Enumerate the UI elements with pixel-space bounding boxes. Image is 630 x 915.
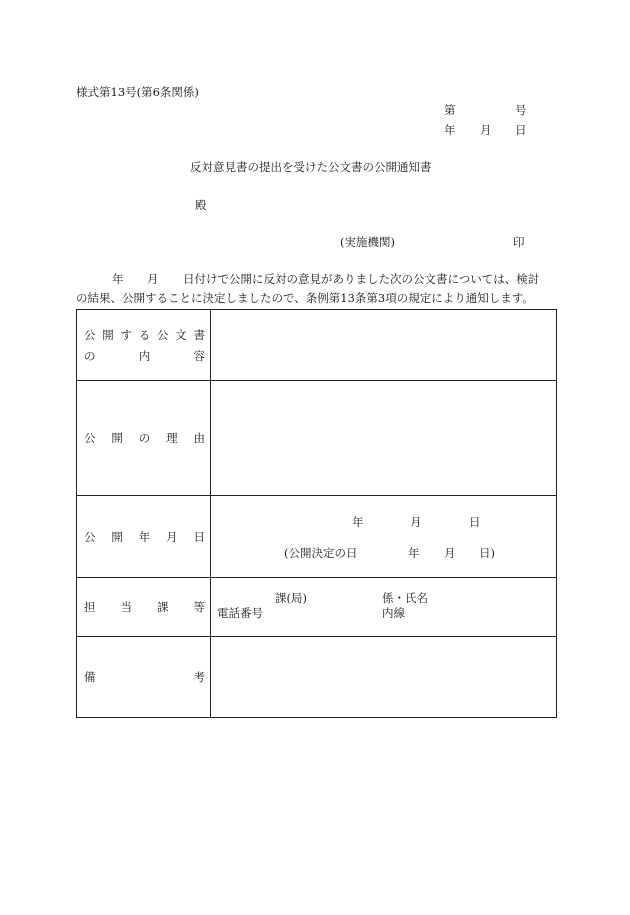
body-month: 月	[147, 272, 159, 286]
date-label: 公 開 年 月 日	[77, 496, 211, 578]
reason-value-cell[interactable]	[211, 381, 557, 496]
phone-label: 電話番号	[217, 606, 263, 620]
body-text-1: 日付けで公開に反対の意見がありました次の公文書については、検討	[183, 272, 540, 286]
remarks-value-cell[interactable]	[211, 637, 557, 718]
remarks-label: 備 考	[77, 637, 211, 718]
row-remarks	[77, 637, 557, 718]
form-number: 様式第13号(第6条関係)	[76, 85, 199, 99]
content-label-line2: の 内 容	[84, 348, 205, 363]
staff-value-cell[interactable]	[211, 578, 557, 637]
document-title: 反対意見書の提出を受けた公文書の公開通知書	[190, 160, 432, 174]
row-content	[77, 310, 557, 381]
content-label	[77, 310, 211, 381]
number-prefix: 第	[444, 103, 456, 117]
reason-label: 公 開 の 理 由	[77, 381, 211, 496]
staff-label: 担 当 課 等	[77, 578, 211, 637]
agency-label: (実施機関)	[340, 235, 395, 249]
person-label: 係・氏名	[382, 591, 428, 605]
date-day: 日	[515, 123, 527, 137]
seal-mark: 印	[513, 235, 525, 249]
date-month: 月	[480, 123, 492, 137]
content-value-cell[interactable]	[211, 310, 557, 381]
number-suffix: 号	[515, 103, 527, 117]
date-value-cell[interactable]: 年 月 日 (公開決定の日 年 月 日)	[211, 496, 557, 578]
addressee-honorific: 殿	[195, 198, 207, 212]
body-line-2: の結果、公開することに決定しましたので、条例第13条第3項の規定により通知します。	[76, 291, 534, 305]
row-staff	[77, 578, 557, 637]
row-reason	[77, 381, 557, 496]
body-year: 年	[112, 272, 124, 286]
extension-label: 内線	[382, 606, 405, 620]
row-date	[77, 496, 557, 578]
content-label-line1: 公 開 す る 公 文 書	[84, 327, 205, 342]
date-year: 年	[444, 123, 456, 137]
section-label: 課(局)	[275, 591, 307, 605]
notice-form-table	[76, 309, 557, 718]
